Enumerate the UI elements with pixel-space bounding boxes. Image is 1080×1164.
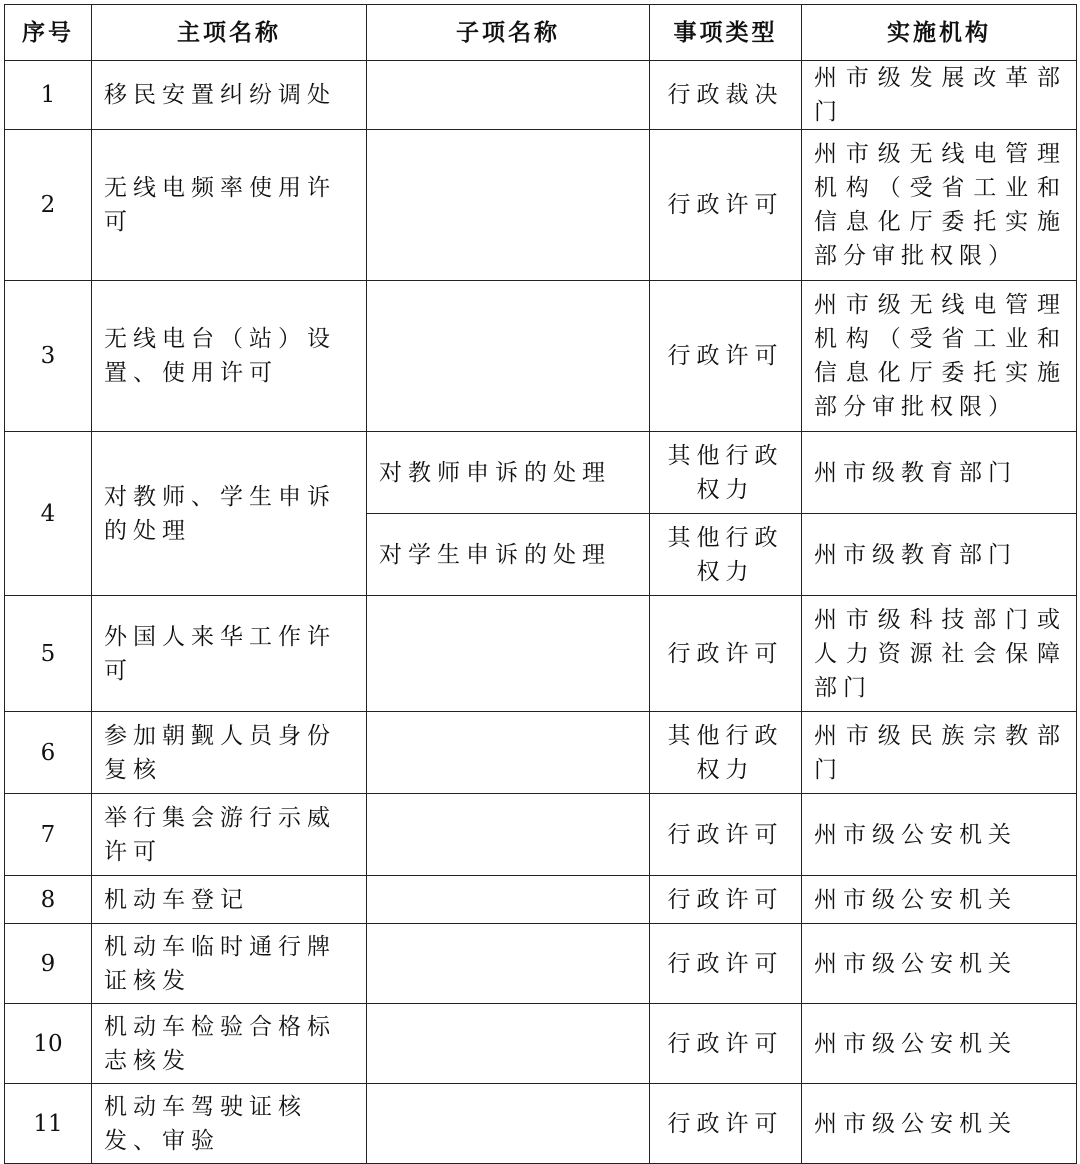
row-number: 10 bbox=[5, 1004, 92, 1084]
row-number: 11 bbox=[5, 1084, 92, 1164]
implementing-agency: 州市级公安机关 bbox=[802, 794, 1077, 876]
main-item-name: 对教师、学生申诉的处理 bbox=[92, 432, 367, 596]
item-type: 其他行政权力 bbox=[650, 514, 802, 596]
header-main-item: 主项名称 bbox=[92, 5, 367, 61]
table-row bbox=[5, 712, 1077, 794]
main-item-name: 机动车检验合格标志核发 bbox=[92, 1004, 367, 1084]
item-type: 其他行政权力 bbox=[650, 432, 802, 514]
sub-item-name bbox=[367, 876, 650, 924]
table-row bbox=[5, 876, 1077, 924]
item-type: 行政许可 bbox=[650, 1004, 802, 1084]
sub-item-name bbox=[367, 794, 650, 876]
implementing-agency: 州市级无线电管理机构（受省工业和信息化厅委托实施部分审批权限） bbox=[802, 130, 1077, 281]
table-row bbox=[5, 1004, 1077, 1084]
sub-item-name bbox=[367, 712, 650, 794]
implementing-agency: 州市级无线电管理机构（受省工业和信息化厅委托实施部分审批权限） bbox=[802, 281, 1077, 432]
row-number: 9 bbox=[5, 924, 92, 1004]
item-type: 行政许可 bbox=[650, 924, 802, 1004]
sub-item-name: 对学生申诉的处理 bbox=[367, 514, 650, 596]
implementing-agency: 州市级教育部门 bbox=[802, 514, 1077, 596]
table-row bbox=[5, 596, 1077, 712]
main-item-name: 机动车临时通行牌证核发 bbox=[92, 924, 367, 1004]
implementing-agency: 州市级科技部门或人力资源社会保障部门 bbox=[802, 596, 1077, 712]
row-number: 5 bbox=[5, 596, 92, 712]
sub-item-name bbox=[367, 281, 650, 432]
sub-item-name bbox=[367, 1004, 650, 1084]
header-agency: 实施机构 bbox=[802, 5, 1077, 61]
main-item-name: 机动车驾驶证核发、审验 bbox=[92, 1084, 367, 1164]
row-number: 6 bbox=[5, 712, 92, 794]
sub-item-name bbox=[367, 130, 650, 281]
item-type: 行政许可 bbox=[650, 794, 802, 876]
sub-item-name bbox=[367, 1084, 650, 1164]
main-item-name: 移民安置纠纷调处 bbox=[92, 61, 367, 130]
row-number: 1 bbox=[5, 61, 92, 130]
row-number: 4 bbox=[5, 432, 92, 596]
table-row bbox=[5, 281, 1077, 432]
implementing-agency: 州市级公安机关 bbox=[802, 876, 1077, 924]
table-row bbox=[5, 1084, 1077, 1164]
main-item-name: 外国人来华工作许可 bbox=[92, 596, 367, 712]
header-sub-item: 子项名称 bbox=[367, 5, 650, 61]
main-item-name: 机动车登记 bbox=[92, 876, 367, 924]
item-type: 行政裁决 bbox=[650, 61, 802, 130]
table-row bbox=[5, 61, 1077, 130]
row-number: 7 bbox=[5, 794, 92, 876]
table-row bbox=[5, 924, 1077, 1004]
header-row bbox=[5, 5, 1077, 61]
row-number: 2 bbox=[5, 130, 92, 281]
row-number: 8 bbox=[5, 876, 92, 924]
row-number: 3 bbox=[5, 281, 92, 432]
item-type: 行政许可 bbox=[650, 281, 802, 432]
implementing-agency: 州市级公安机关 bbox=[802, 924, 1077, 1004]
main-item-name: 无线电台（站）设置、使用许可 bbox=[92, 281, 367, 432]
implementing-agency: 州市级民族宗教部门 bbox=[802, 712, 1077, 794]
header-item-type: 事项类型 bbox=[650, 5, 802, 61]
table-row bbox=[5, 794, 1077, 876]
main-item-name: 参加朝觐人员身份复核 bbox=[92, 712, 367, 794]
item-type: 行政许可 bbox=[650, 1084, 802, 1164]
main-item-name: 无线电频率使用许可 bbox=[92, 130, 367, 281]
table-row bbox=[5, 130, 1077, 281]
item-type: 行政许可 bbox=[650, 596, 802, 712]
header-index: 序号 bbox=[5, 5, 92, 61]
sub-item-name bbox=[367, 61, 650, 130]
item-type: 行政许可 bbox=[650, 130, 802, 281]
implementing-agency: 州市级公安机关 bbox=[802, 1084, 1077, 1164]
implementing-agency: 州市级发展改革部门 bbox=[802, 61, 1077, 130]
sub-item-name bbox=[367, 924, 650, 1004]
table-row bbox=[5, 432, 1077, 514]
admin-items-table bbox=[4, 4, 1077, 1164]
item-type: 其他行政权力 bbox=[650, 712, 802, 794]
implementing-agency: 州市级教育部门 bbox=[802, 432, 1077, 514]
item-type: 行政许可 bbox=[650, 876, 802, 924]
sub-item-name: 对教师申诉的处理 bbox=[367, 432, 650, 514]
sub-item-name bbox=[367, 596, 650, 712]
implementing-agency: 州市级公安机关 bbox=[802, 1004, 1077, 1084]
main-item-name: 举行集会游行示威许可 bbox=[92, 794, 367, 876]
